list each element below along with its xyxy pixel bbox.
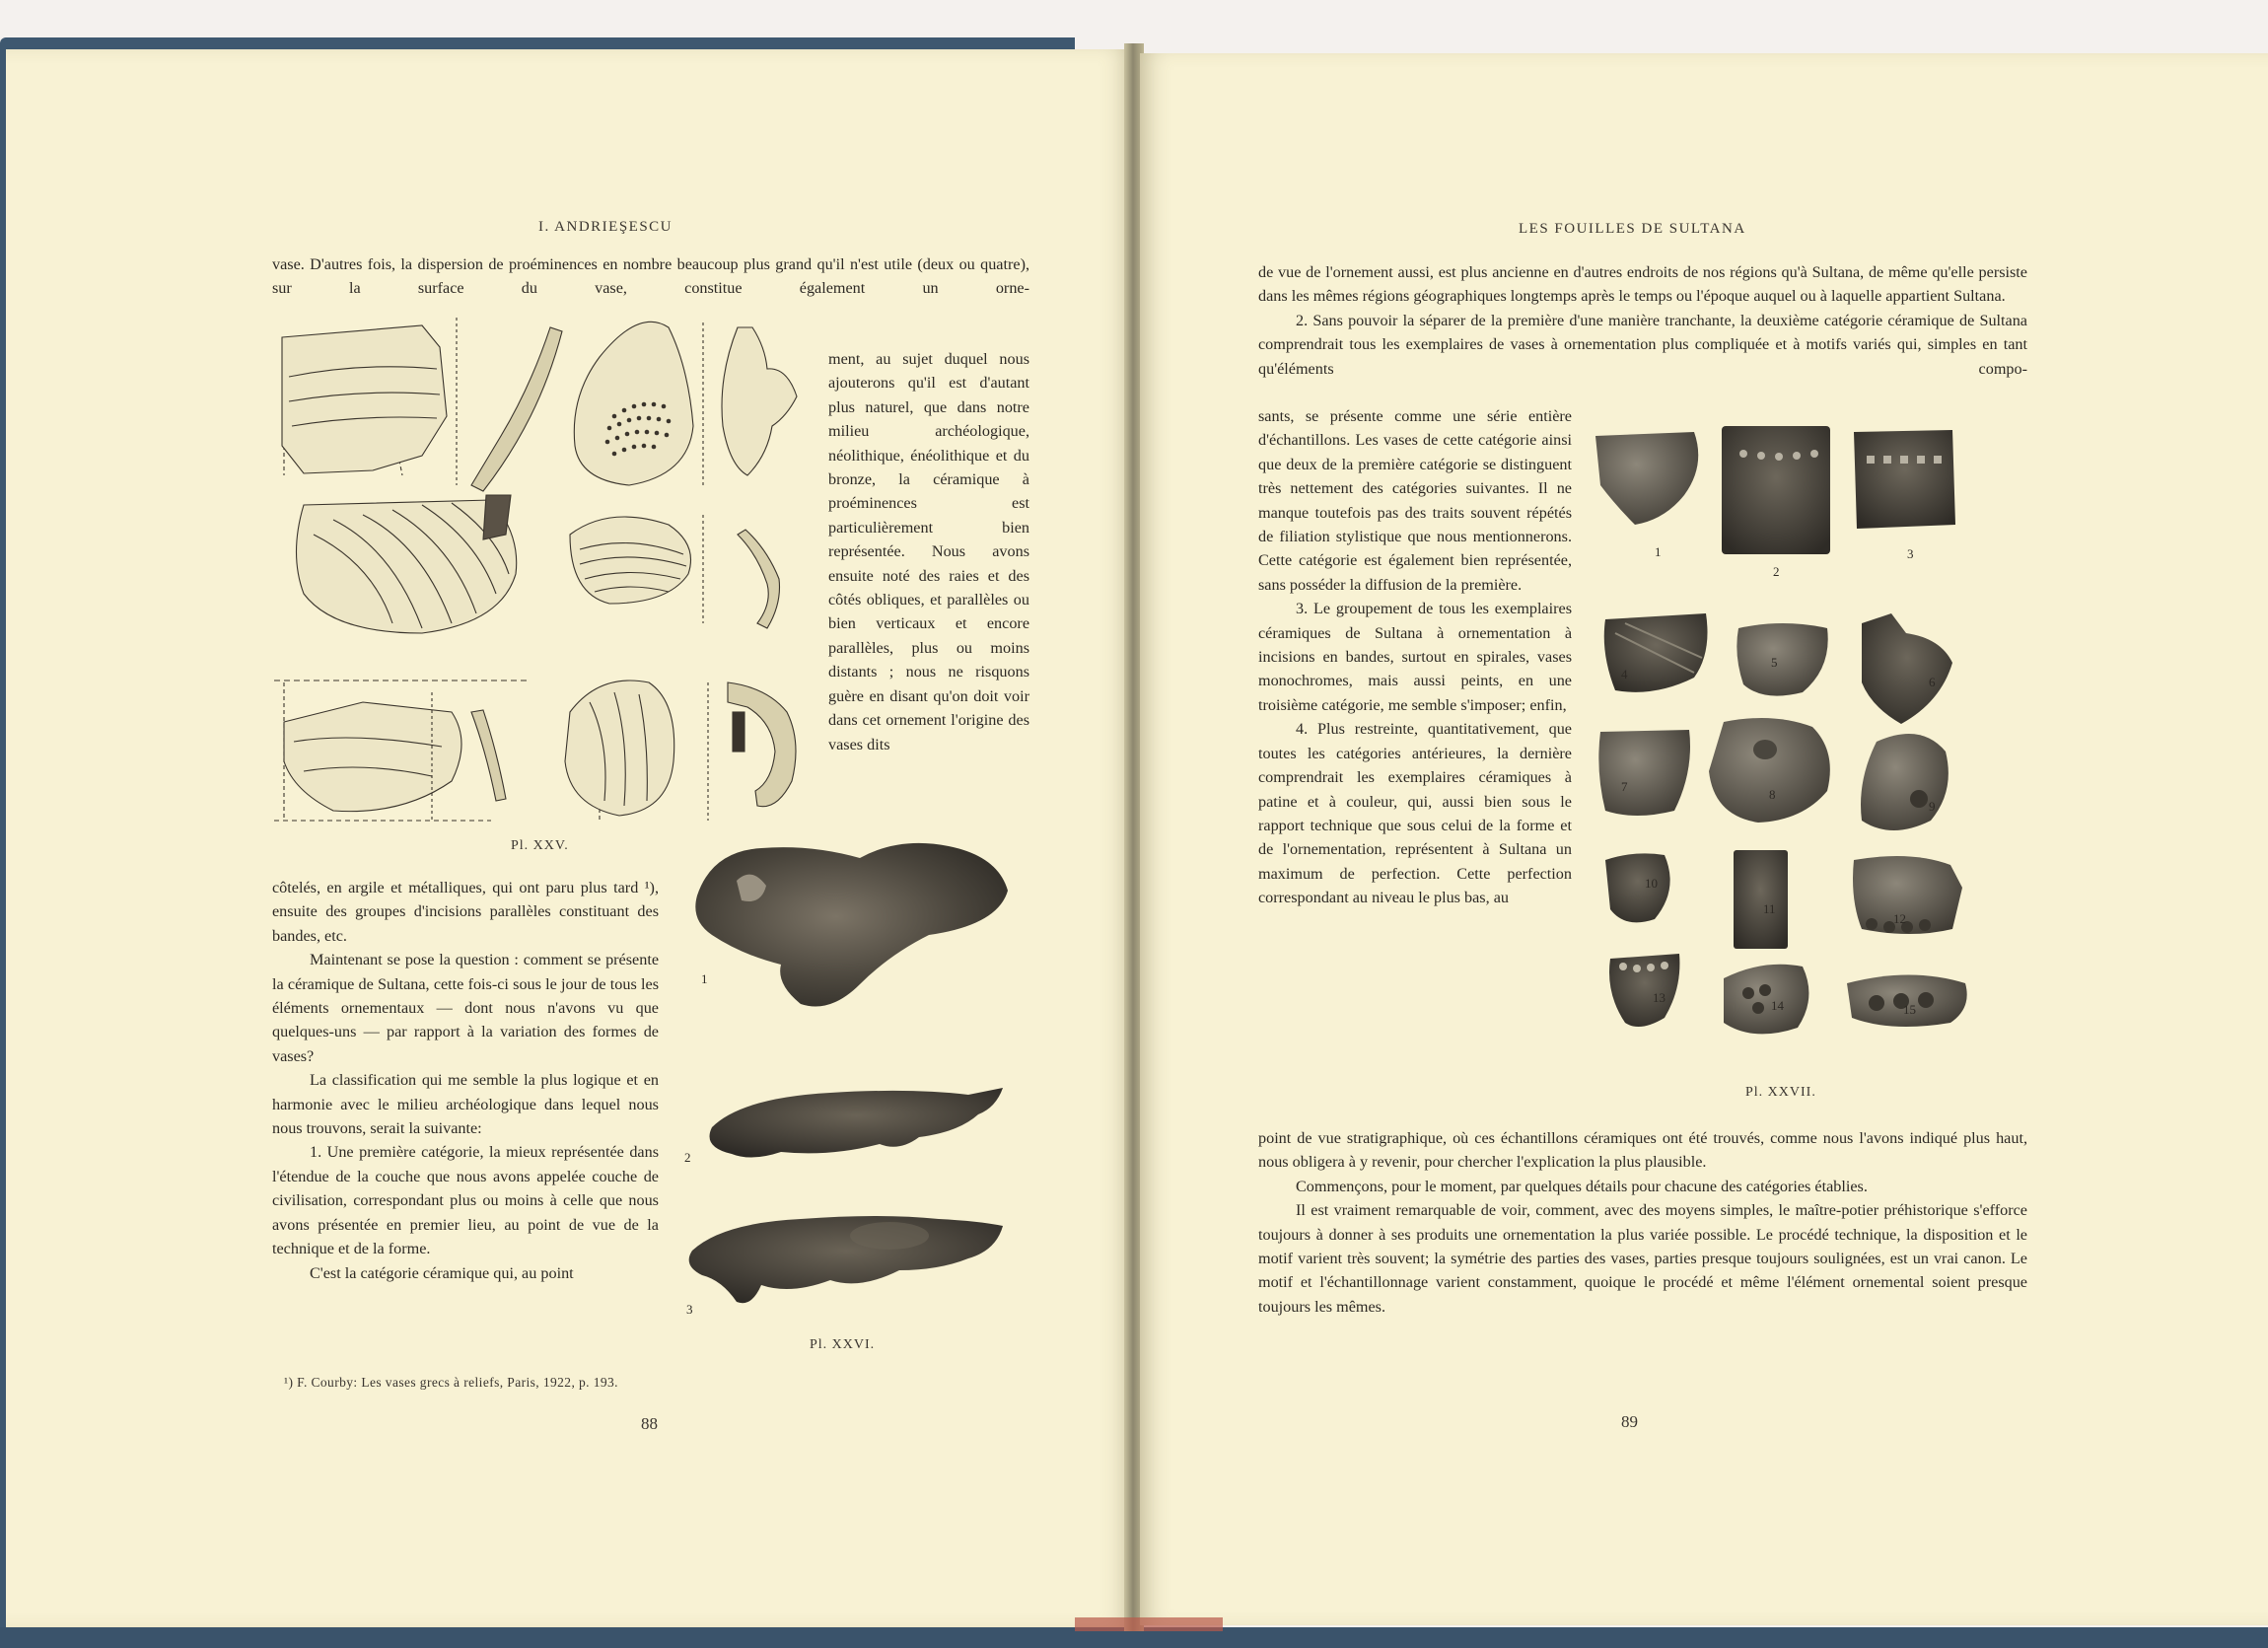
plate-xxvii-number: 9 (1929, 799, 1936, 814)
plate-xxvi-caption: Pl. XXVI. (810, 1337, 876, 1352)
plate-xxvi-number: 1 (701, 971, 708, 986)
plate-xxvii-number: 13 (1653, 990, 1666, 1005)
plate-xxvii-number: 7 (1621, 779, 1628, 794)
left-page-number: 88 (641, 1414, 658, 1433)
left-running-head: I. ANDRIEŞESCU (538, 219, 673, 235)
plate-xxvii-number: 6 (1929, 675, 1936, 689)
right-para-top: de vue de l'ornement aussi, est plus ancienne en d'autres endroits de nos régions qu'à Sultana, de même qu'elle persiste dans les mêmes régions géographiques longtemps après le temps ou l'époque auquel ou à laquelle appartient Sultana. 2. Sans pouvoir la séparer de la première d'une manière tranchante, la deuxième catégorie céramique de Sultana comprendrait tous les exemplaires de vases à ornementation plus compliquée et à motifs variés qui, simples en tant qu'éléments compo- (1258, 263, 2027, 378)
plate-xxvii-number: 3 (1907, 546, 1914, 561)
bookmark-ribbon (1075, 1617, 1223, 1631)
plate-xxvi-photos (682, 836, 1018, 1310)
right-page-number: 89 (1621, 1412, 1638, 1431)
plate-xxvii-caption: Pl. XXVII. (1745, 1085, 1816, 1100)
left-para-side: ment, au sujet duquel nous ajouterons qu'il est d'autant plus naturel, que dans notre milieu archéologique, néolithique, énéolithique et du bronze, la céramique à proéminences est particulièrement bien représentée. Nous avons ensuite noté des raies et des côtés obliques, et parallèles ou bien verticaux et encore parallèles, plus ou moins distants ; nous ne risquons guère en disant qu'on doit voir dans cet ornement l'origine des vases dits (828, 350, 1029, 753)
plate-xxvii-number: 2 (1773, 564, 1780, 579)
left-page (6, 49, 1132, 1627)
plate-xxvii-number: 11 (1763, 901, 1776, 916)
plate-xxvii-photos (1595, 426, 1990, 1077)
plate-xxvii-number: 12 (1893, 911, 1906, 926)
right-para-bottom: point de vue stratigraphique, où ces échantillons céramiques ont été trouvés, comme nous l'avons indiqué plus haut, nous obligera à y revenir, pour chercher l'explication la plus plausible. Commençons, pour le moment, par quelques détails pour chacune des catégories établies. Il est vraiment remarquable de voir, comment, avec des moyens simples, le maître-potier préhistorique s'efforce toujours à donner à ses produits une ornementation la plus variée possible. Le procédé technique, la disposition et le motif varient très souvent; la symétrie des parties des vases, parties presque toujours soulignées, est un vrai canon. Le motif et l'échantillonnage varient constamment, quoique le procédé et même l'élément ornemental soient presque toujours les mêmes. (1258, 1129, 2027, 1316)
plate-xxvii-number: 14 (1771, 998, 1784, 1013)
plate-xxvii-number: 5 (1771, 655, 1778, 670)
plate-xxvii-number: 10 (1645, 876, 1658, 891)
right-para-side: sants, se présente comme une série entière d'échantillons. Les vases de cette catégorie ainsi que deux de la première catégorie se distinguent très nettement des catégories suivantes. Il ne manque toutefois pas des traits souvent répétés de filiation stylistique que nous mentionnerons. Cette catégorie est également bien représentée, sans posséder la diffusion de la première. 3. Le groupement de tous les exemplaires céramiques de Sultana à ornementation à incisions en bandes, surtout en spirales, vases monochromes, mais aussi peints, en une troisième catégorie, me semble s'imposer; enfin, 4. Plus restreinte, quantitativement, que toutes les catégories antérieures, la dernière comprendrait les exemplaires céramiques à patine et à couleur, qui, aussi bien sous le rapport technique que sous celui de la forme et de l'ornementation, représentent à Sultana un maximum de perfection. Cette perfection correspondant au niveau le plus bas, au (1258, 407, 1572, 907)
plate-xxvi-number: 3 (686, 1302, 693, 1317)
right-running-head: LES FOUILLES DE SULTANA (1519, 221, 1746, 237)
right-page (1140, 53, 2268, 1625)
plate-xxv-caption: Pl. XXV. (511, 838, 569, 853)
plate-xxvi-number: 2 (684, 1150, 691, 1165)
left-para-continuation: côtelés, en argile et métalliques, qui ont paru plus tard ¹), ensuite des groupes d'incisions parallèles constituant des bandes, etc. Maintenant se pose la question : comment se présente la céramique de Sultana, cette fois-ci sous le jour de tous les éléments ornementaux — dont nous n'avons vu que quelques-uns — par rapport à la variation des formes de vases? La classification qui me semble la plus logique et en harmonie avec le milieu archéologique dans lequel nous nous trouvons, serait la suivante: 1. Une première catégorie, la mieux représentée dans l'étendue de la couche que nous avons appelée couche de civilisation, correspondant plus ou moins à celle que nous avons présentée en premier lieu, au point de vue de la technique et de la forme. C'est la catégorie céramique qui, au point (272, 879, 659, 1282)
left-footnote: ¹) F. Courby: Les vases grecs à reliefs, Paris, 1922, p. 193. (284, 1375, 618, 1390)
plate-xxvii-number: 15 (1903, 1002, 1916, 1017)
plate-xxvii-number: 8 (1769, 787, 1776, 802)
plate-xxvii-number: 4 (1621, 667, 1628, 681)
plate-xxvii-number: 1 (1655, 544, 1662, 559)
left-para-top: vase. D'autres fois, la dispersion de proéminences en nombre beaucoup plus grand qu'il n'est utile (deux ou quatre), sur la surface du vase, constitue également un orne- (272, 255, 1029, 298)
plate-xxv-drawings (274, 308, 807, 840)
